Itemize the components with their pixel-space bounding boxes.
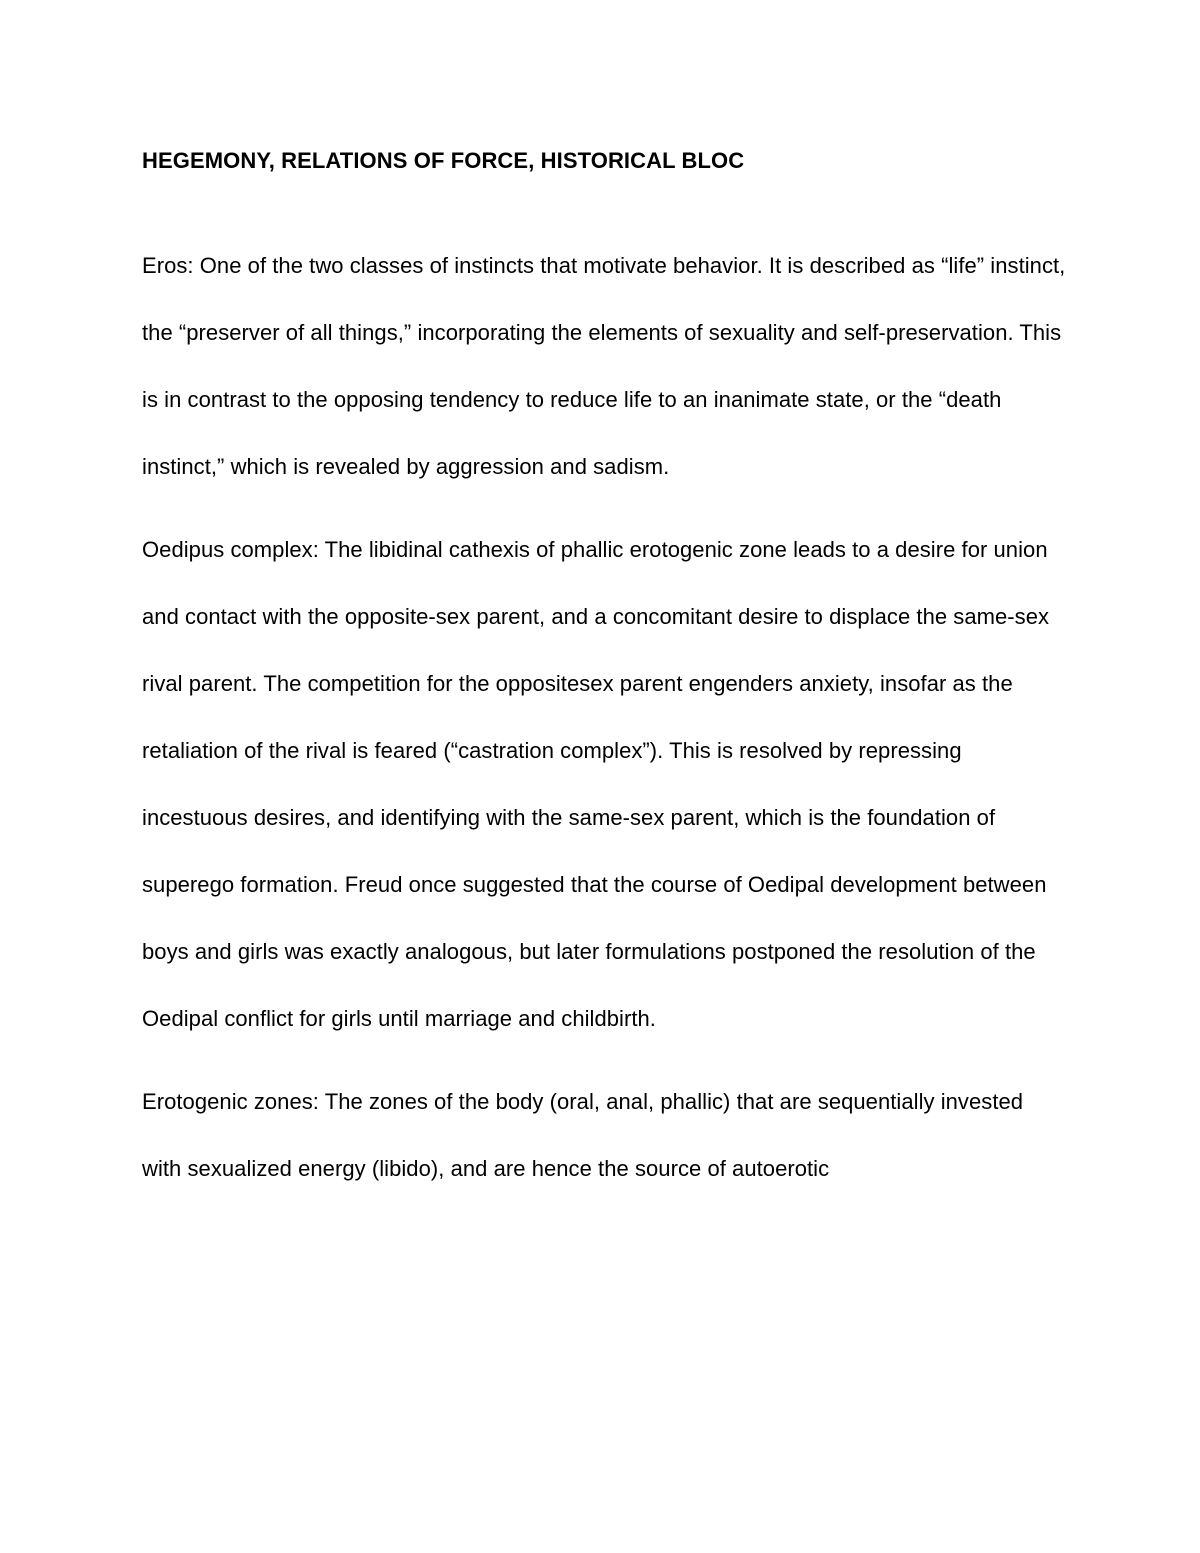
page-title: HEGEMONY, RELATIONS OF FORCE, HISTORICAL BLOC bbox=[142, 148, 745, 173]
paragraph-eros: Eros: One of the two classes of instincts that motivate behavior. It is described as “life” instinct, the “preserver of all things,” incorporating the elements of sexuality and self-preservation. This is in contrast to the opposing tendency to reduce life to an inanimate state, or the “death instinct,” which is revealed by aggression and sadism. bbox=[142, 253, 1066, 479]
paragraph-erotogenic-zones: Erotogenic zones: The zones of the body (oral, anal, phallic) that are sequentially invested with sexualized energy (libido), and are hence the source of autoerotic bbox=[142, 1089, 1024, 1181]
document-body bbox=[142, 142, 1067, 1202]
paragraph-oedipus-complex: Oedipus complex: The libidinal cathexis of phallic erotogenic zone leads to a desire for union and contact with the opposite-sex parent, and a concomitant desire to displace the same-sex rival parent. The competition for the oppositesex parent engenders anxiety, insofar as the retaliation of the rival is feared (“castration complex”). This is resolved by repressing incestuous desires, and identifying with the same-sex parent, which is the foundation of superego formation. Freud once suggested that the course of Oedipal development between boys and girls was exactly analogous, but later formulations postponed the resolution of the Oedipal conflict for girls until marriage and childbirth. bbox=[142, 537, 1050, 1031]
